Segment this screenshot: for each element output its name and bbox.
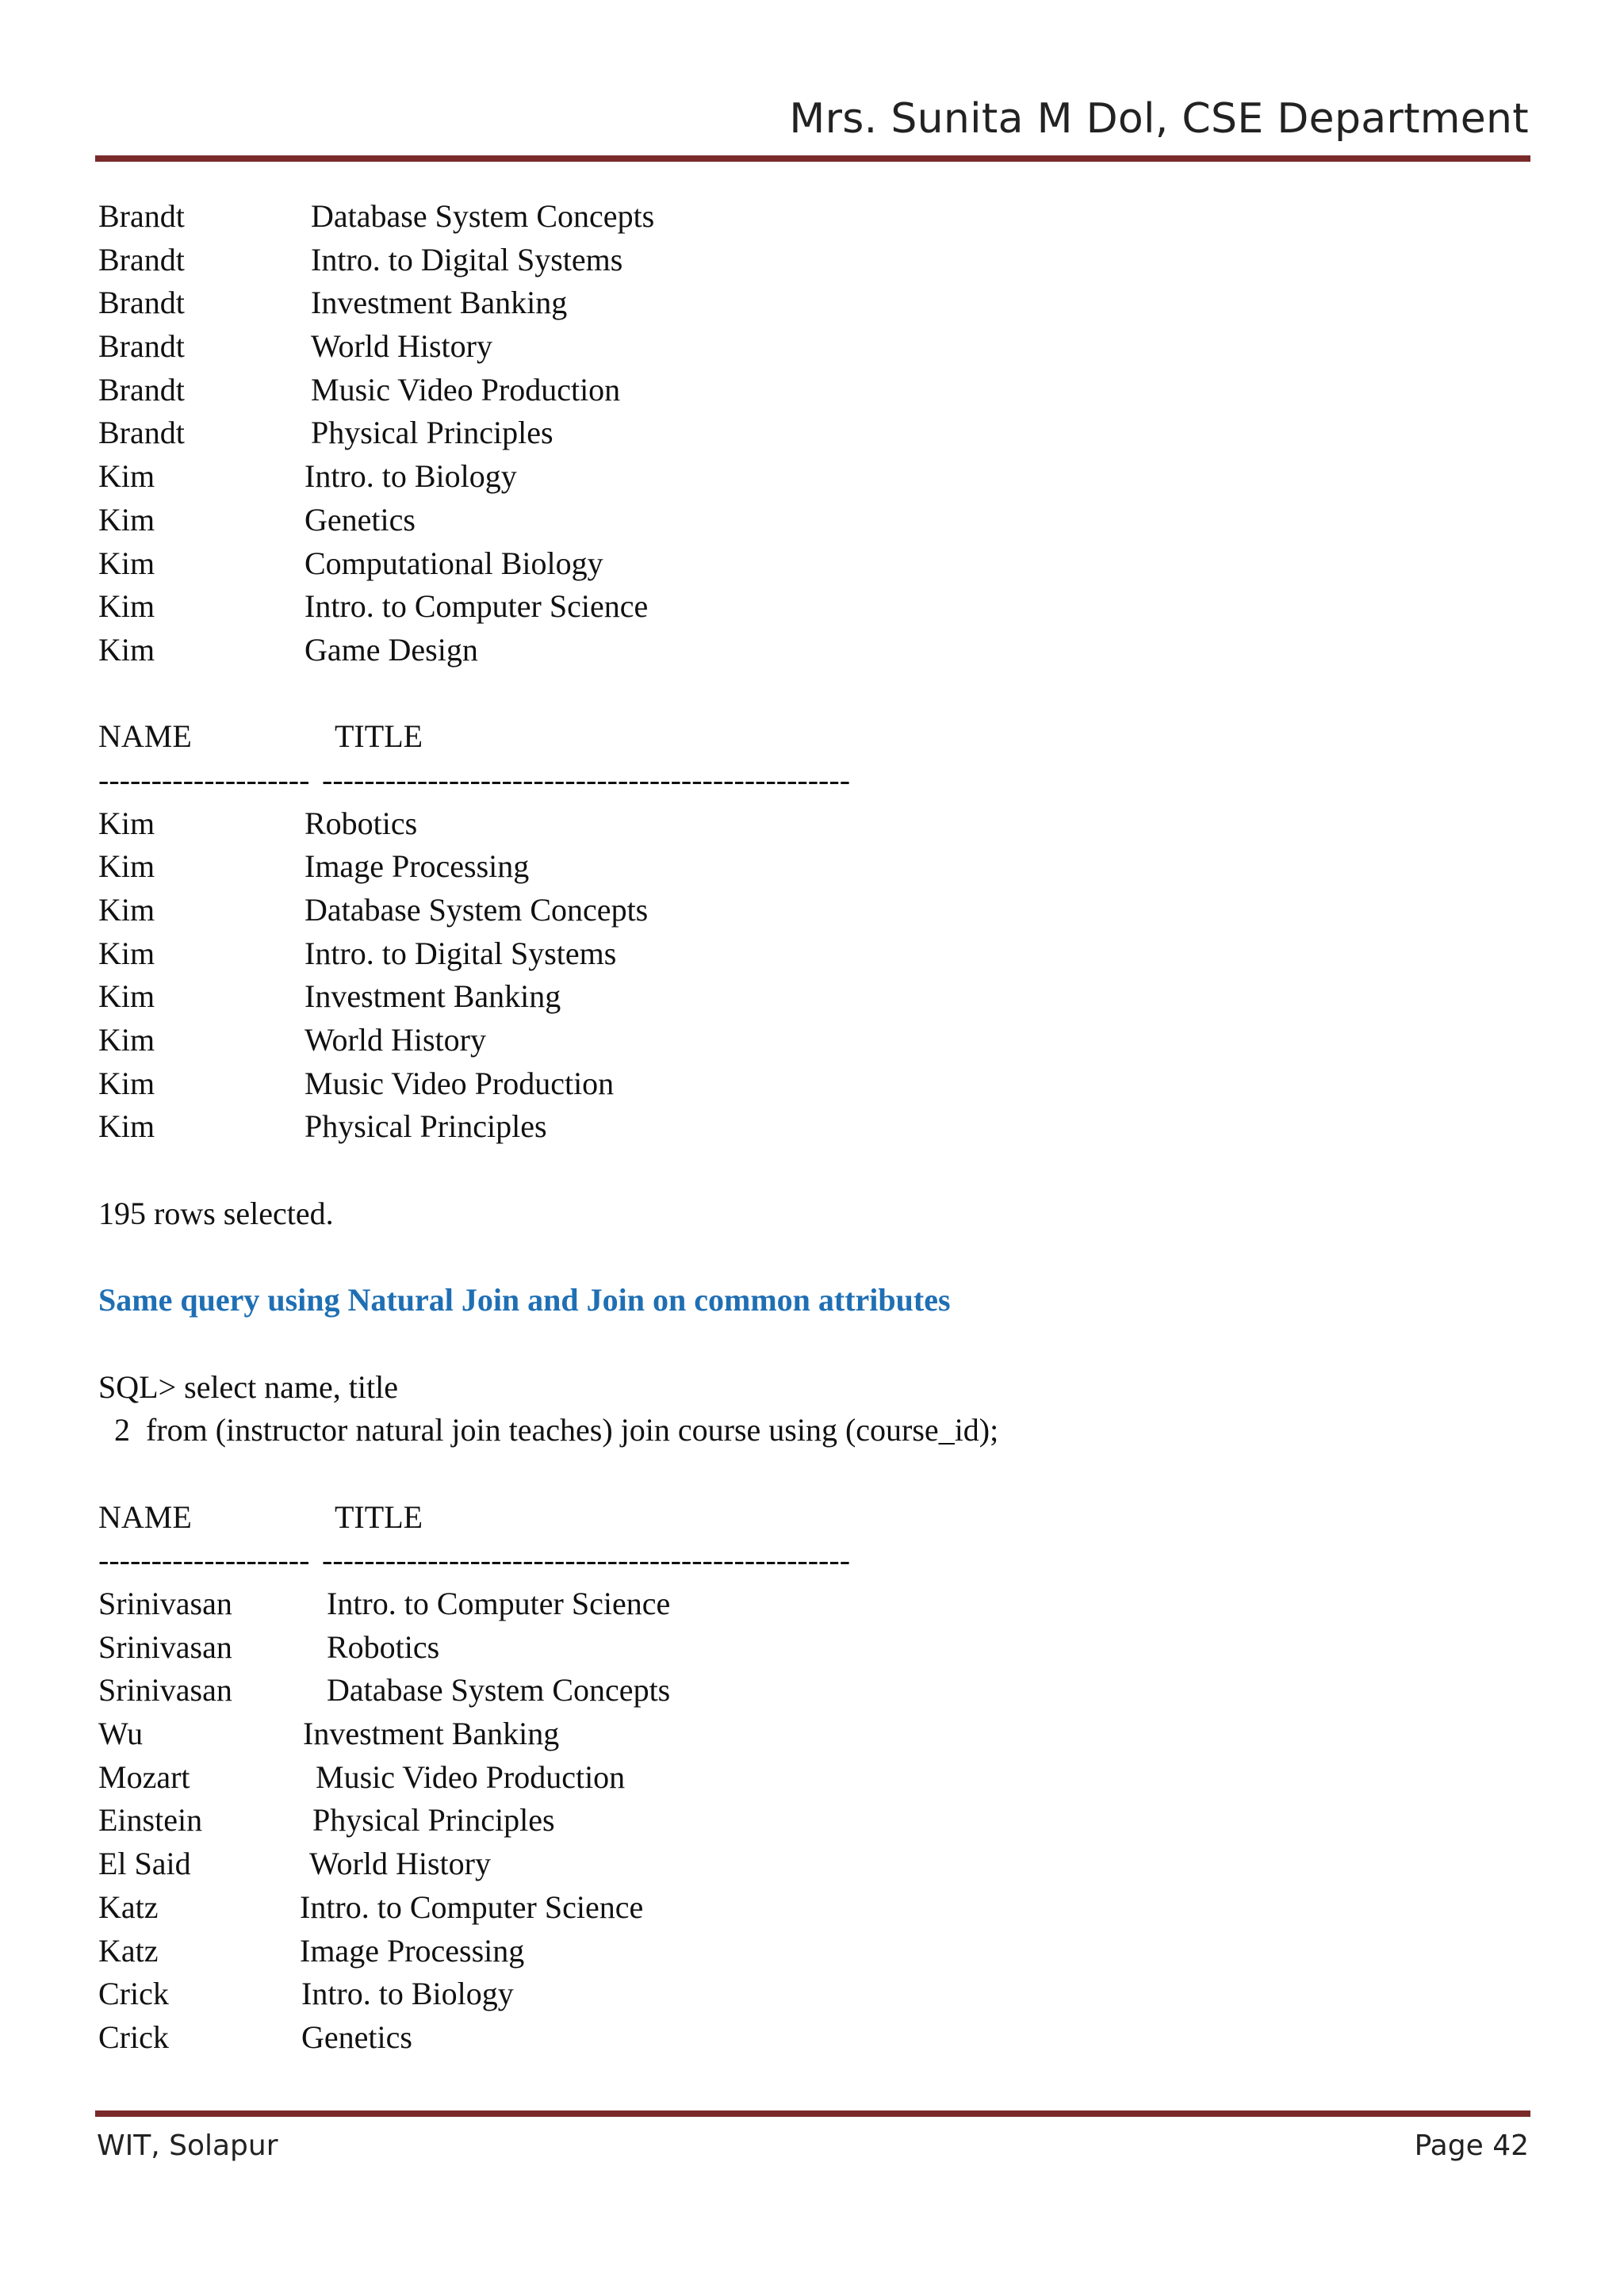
- sql-line-2: 2 from (instructor natural join teaches) join course using (course_id);: [98, 1412, 999, 1448]
- cell-title: Robotics: [304, 805, 418, 841]
- cell-name: Srinivasan: [98, 1628, 232, 1665]
- header-separator: [98, 759, 1510, 802]
- cell-title: Intro. to Biology: [301, 1976, 514, 2012]
- table-row: [98, 975, 1510, 1019]
- cell-title: Physical Principles: [312, 1802, 555, 1839]
- cell-title: Computational Biology: [304, 545, 603, 581]
- table-row: [98, 455, 1510, 499]
- table-row: [98, 1669, 1510, 1712]
- cell-title: Intro. to Digital Systems: [311, 241, 623, 277]
- table-row: [98, 1930, 1510, 1973]
- document-body: [98, 195, 1510, 2060]
- column-headers-2: [98, 1496, 1510, 1540]
- table-row: [98, 542, 1510, 586]
- cell-title: Intro. to Biology: [304, 458, 517, 495]
- table-row: [98, 1105, 1510, 1149]
- cell-name: Kim: [98, 935, 155, 971]
- cell-name: Einstein: [98, 1802, 203, 1839]
- result-block-1: [98, 195, 1510, 672]
- column-headers: [98, 715, 1510, 759]
- table-row: [98, 1886, 1510, 1930]
- column-header-title: TITLE: [335, 1498, 423, 1535]
- cell-name: Kim: [98, 545, 155, 581]
- cell-title: Music Video Production: [311, 371, 621, 408]
- cell-name: Katz: [98, 1888, 159, 1925]
- footer-institute: WIT, Solapur: [97, 2130, 278, 2162]
- cell-name: Kim: [98, 1065, 155, 1101]
- column-header-name: NAME: [98, 718, 192, 755]
- cell-title: Genetics: [301, 2019, 412, 2055]
- column-header-name: NAME: [98, 1498, 192, 1535]
- cell-title: World History: [309, 1846, 491, 1882]
- cell-name: Kim: [98, 501, 155, 538]
- table-row: [98, 1843, 1510, 1886]
- cell-name: Brandt: [98, 198, 185, 234]
- table-row: [98, 281, 1510, 325]
- cell-title: Image Processing: [300, 1932, 525, 1969]
- table-row: [98, 629, 1510, 672]
- table-row: [98, 2016, 1510, 2060]
- table-row: [98, 369, 1510, 412]
- cell-title: Database System Concepts: [304, 892, 649, 928]
- cell-name: Brandt: [98, 285, 185, 321]
- page-header: Mrs. Sunita M Dol, CSE Department: [789, 95, 1529, 143]
- cell-title: World History: [304, 1022, 486, 1058]
- cell-title: Music Video Production: [316, 1758, 626, 1795]
- cell-name: Kim: [98, 1108, 155, 1145]
- cell-name: Mozart: [98, 1758, 190, 1795]
- cell-title: Intro. to Computer Science: [327, 1586, 671, 1621]
- cell-title: Image Processing: [304, 848, 530, 885]
- cell-name: Kim: [98, 848, 155, 885]
- table-row: [98, 1712, 1510, 1756]
- result-block-3: [98, 1582, 1510, 2060]
- cell-title: Intro. to Computer Science: [304, 588, 649, 625]
- cell-title: Physical Principles: [311, 415, 553, 451]
- cell-title: Genetics: [304, 501, 416, 538]
- cell-title: Investment Banking: [303, 1716, 560, 1752]
- table-row: [98, 1756, 1510, 1800]
- footer-page-number: Page 42: [1414, 2130, 1529, 2162]
- cell-title: Investment Banking: [304, 978, 561, 1015]
- cell-name: Wu: [98, 1716, 144, 1752]
- cell-title: Game Design: [304, 631, 478, 668]
- cell-title: Intro. to Computer Science: [300, 1888, 644, 1925]
- cell-name: Katz: [98, 1932, 159, 1969]
- cell-name: Brandt: [98, 328, 185, 365]
- cell-title: Database System Concepts: [327, 1672, 671, 1709]
- cell-name: Brandt: [98, 241, 185, 277]
- table-row: [98, 932, 1510, 976]
- separator-title: --------------------------------------------------: [322, 761, 851, 798]
- cell-name: Srinivasan: [98, 1672, 232, 1709]
- table-row: [98, 411, 1510, 455]
- table-row: [98, 845, 1510, 889]
- cell-name: El Said: [98, 1846, 191, 1882]
- table-row: [98, 889, 1510, 932]
- cell-name: Srinivasan: [98, 1586, 232, 1621]
- separator-name: --------------------: [98, 761, 310, 798]
- table-row: [98, 239, 1510, 282]
- cell-name: Crick: [98, 1976, 169, 2012]
- separator-name: --------------------: [98, 1542, 310, 1578]
- table-row: [98, 325, 1510, 369]
- cell-title: World History: [311, 328, 492, 365]
- table-row: [98, 1626, 1510, 1670]
- cell-name: Kim: [98, 458, 155, 495]
- cell-name: Kim: [98, 978, 155, 1015]
- rows-selected: 195 rows selected.: [98, 1195, 334, 1231]
- separator-title: --------------------------------------------------: [322, 1542, 851, 1578]
- table-row: [98, 1062, 1510, 1106]
- result-block-2: [98, 802, 1510, 1150]
- table-row: [98, 585, 1510, 629]
- cell-title: Music Video Production: [304, 1065, 615, 1101]
- table-row: [98, 1582, 1510, 1626]
- section-heading: Same query using Natural Join and Join on common attributes: [98, 1282, 951, 1318]
- table-row: [98, 1799, 1510, 1843]
- cell-name: Kim: [98, 1022, 155, 1058]
- table-row: [98, 499, 1510, 542]
- header-separator-2: [98, 1539, 1510, 1582]
- cell-title: Intro. to Digital Systems: [304, 935, 617, 971]
- header-rule: [95, 155, 1530, 162]
- table-row: [98, 802, 1510, 846]
- cell-name: Brandt: [98, 415, 185, 451]
- footer-rule: [95, 2110, 1530, 2117]
- cell-title: Investment Banking: [311, 285, 568, 321]
- cell-name: Crick: [98, 2019, 169, 2055]
- table-row: [98, 1973, 1510, 2016]
- table-row: [98, 195, 1510, 239]
- cell-title: Robotics: [327, 1628, 440, 1665]
- column-header-title: TITLE: [335, 718, 423, 755]
- cell-name: Kim: [98, 892, 155, 928]
- cell-name: Brandt: [98, 371, 185, 408]
- cell-title: Physical Principles: [304, 1108, 547, 1145]
- cell-name: Kim: [98, 588, 155, 625]
- sql-line-1: SQL> select name, title: [98, 1368, 399, 1405]
- cell-name: Kim: [98, 805, 155, 841]
- table-row: [98, 1019, 1510, 1062]
- cell-title: Database System Concepts: [311, 198, 655, 234]
- cell-name: Kim: [98, 631, 155, 668]
